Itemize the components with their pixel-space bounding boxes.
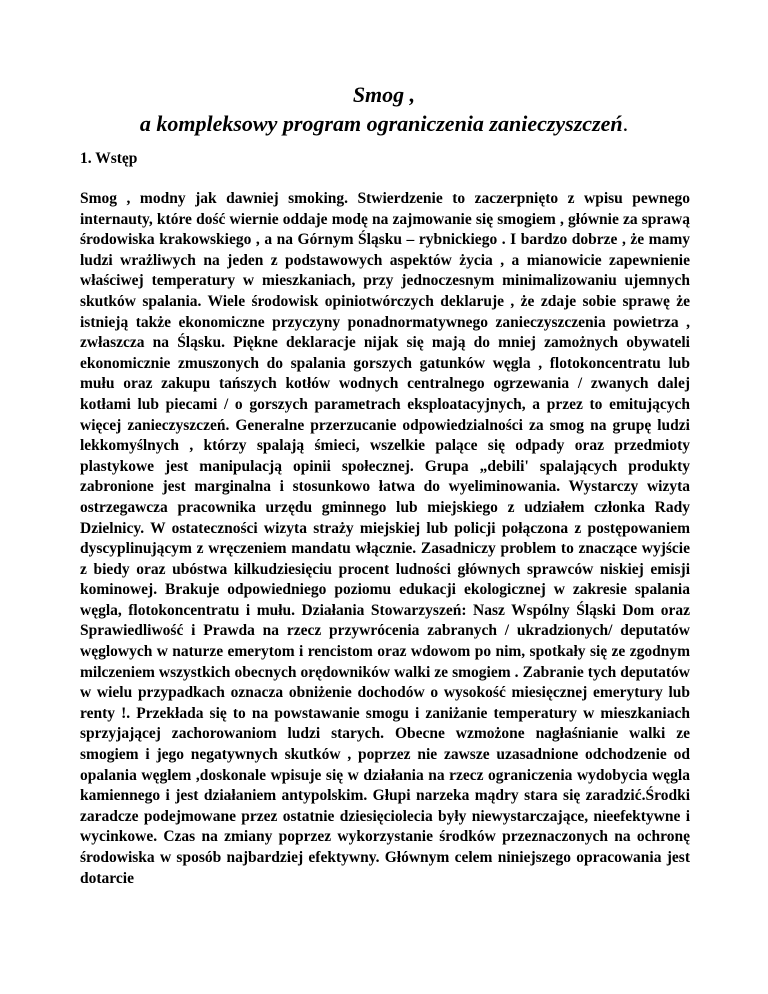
title-line-2 [0,109,768,138]
document-title [0,80,768,138]
title-line-1: Smog , [352,82,416,107]
title-line-2-text: a kompleksowy program ograniczenia zanieczyszczeń [139,111,623,136]
body-paragraph: Smog , modny jak dawniej smoking. Stwierdzenie to zaczerpnięto z wpisu pewnego internauty, które dość wiernie oddaje modę na zajmowanie się smogiem , głównie za sprawą środowiska krakowskiego , a na Górnym Śląsku – rybnickiego . I bardzo dobrze , że mamy ludzi wrażliwych na jeden z podstawowych aspektów życia , a mianowicie zapewnienie właściwej temperatury w mieszkaniach, przy jednoczesnym minimalizowaniu ujemnych skutków spalania. Wiele środowisk opiniotwórczych deklaruje , że zdaje sobie sprawę że istnieją także ekonomiczne przyczyny ponadnormatywnego zanieczyszczenia powietrza , zwłaszcza na Śląsku. Piękne deklaracje nijak się mają do mniej zamożnych obywateli ekonomicznie zmuszonych do spalania gorszych gatunków węgla , flotokoncentratu lub mułu oraz zakupu tańszych kotłów wodnych centralnego ogrzewania / zwanych dalej kotłami lub piecami / o gorszych parametrach eksploatacyjnych, a przez to emitujących więcej zanieczyszczeń. Generalne przerzucanie odpowiedzialności za smog na grupę ludzi lekkomyślnych , którzy spalają śmieci, wszelkie palące się odpady oraz przedmioty plastykowe jest manipulacją opinii społecznej. Grupa „debili' spalających produkty zabronione jest marginalna i stosunkowo łatwa do wyeliminowania. Wystarczy wizyta ostrzegawcza pracownika urzędu gminnego lub miejskiego z udziałem członka Rady Dzielnicy. W ostateczności wizyta straży miejskiej lub policji połączona z postępowaniem dyscyplinującym z wręczeniem mandatu włącznie. Zasadniczy problem to znaczące wyjście z biedy oraz ubóstwa kilkudziesięciu procent ludności głównych sprawców niskiej emisji kominowej. Brakuje odpowiedniego poziomu edukacji ekologicznej w zakresie spalania węgla, flotokoncentratu i mułu. Działania Stowarzyszeń: Nasz Wspólny Śląski Dom oraz Sprawiedliwość i Prawda na rzecz przywrócenia zabranych / ukradzionych/ deputatów węglowych w naturze emerytom i rencistom oraz wdowom po nim, spotkały się ze zgodnym milczeniem wszystkich obecnych orędowników walki ze smogiem . Zabranie tych deputatów w wielu przypadkach oznacza obniżenie dochodów o wysokość miesięcznej emerytury lub renty !. Przekłada się to na powstawanie smogu i zaniżanie temperatury w mieszkaniach sprzyjającej zachorowaniom ludzi starych. Obecne wzmożone nagłaśnianie walki ze smogiem i jego negatywnych skutków , poprzez nie zawsze uzasadnione odchodzenie od opalania węglem ,doskonale wpisuje się w działania na rzecz ograniczenia wydobycia węgla kamiennego i jest działaniem antypolskim. Głupi narzeka mądry stara się zaradzić.Środki zaradcze podejmowane przez ostatnie dziesięciolecia były niewystarczające, nieefektywne i wycinkowe. Czas na zmiany poprzez wykorzystanie środków przeznaczonych na ochronę środowiska w sposób najbardziej efektywny. Głównym celem niniejszego opracowania jest dotarcie [80,190,690,887]
title-line-2-period: . [622,111,629,136]
section-heading: 1. Wstęp [80,150,138,167]
